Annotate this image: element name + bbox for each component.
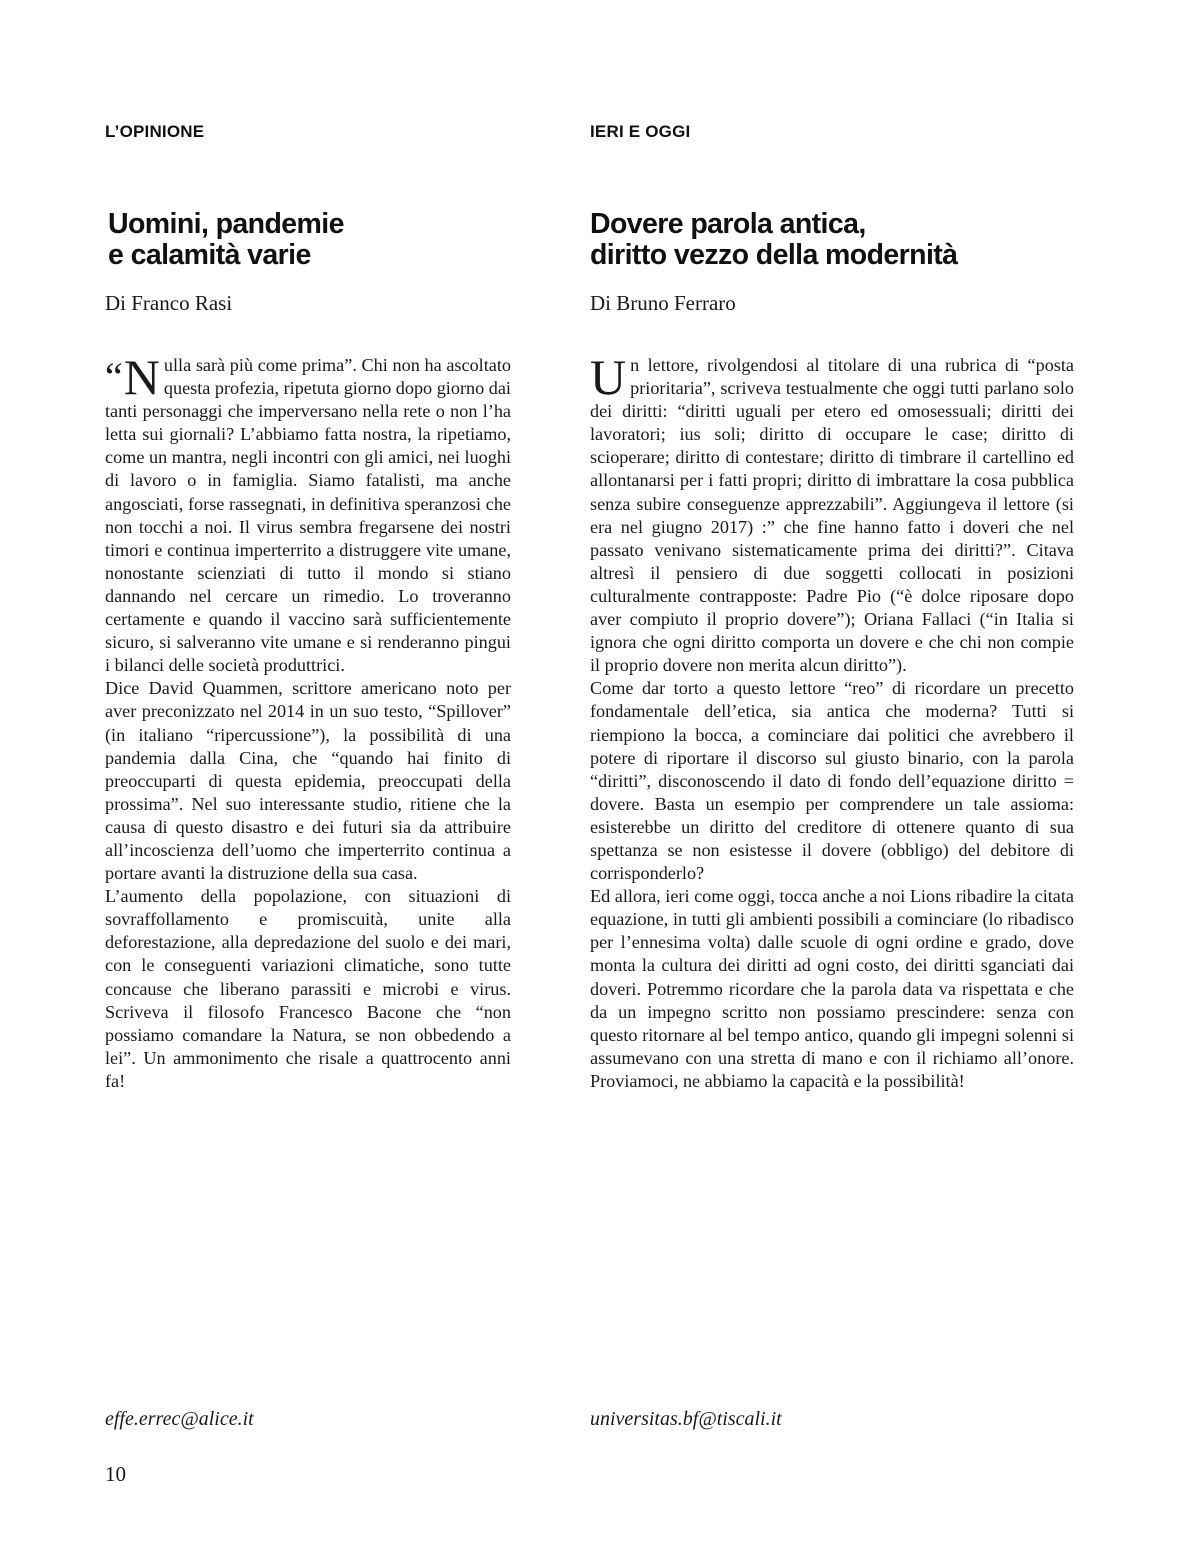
paragraph-right-1: [590, 349, 1074, 677]
paragraph-right-2: Come dar torto a questo lettore “reo” di ricordare un precetto fondamentale dell’etica, sia antica che moderna? Tutti si riempiono la bocca, a cominciare dai politici che avrebbero il potere di riportare il discorso sul giusto binario, con la parola “diritti”, disconoscendo il dato di fondo dell’equazione diritto = dovere. Basta un esempio per comprendere un tale assioma: esisterebbe un diritto del creditore di ottenere quanto di sua spettanza se non esistesse il dovere (obbligo) del debitore di corrisponderlo?: [590, 678, 1074, 884]
dropcap-left-quote: “: [105, 354, 123, 399]
headline-left-line2: e calamità varie: [108, 239, 311, 271]
body-text-right: [590, 349, 1074, 1093]
email-left: effe.errec@alice.it: [105, 1408, 254, 1430]
page-number: 10: [105, 1462, 126, 1486]
headline-left-line1: Uomini, pandemie: [108, 208, 344, 240]
headline-right-line1: Dovere parola antica,: [590, 208, 866, 240]
byline-left: Di Franco Rasi: [105, 291, 233, 315]
paragraph-right-1-text: n lettore, rivolgendosi al titolare di una rubrica di “posta prioritaria”, scriveva testualmente che oggi tutti parlano solo dei diritti: “diritti uguali per etero ed omosessuali; diritti dei lavoratori; ius soli; diritto di occupare le case; diritto di scioperare; diritto di contestare; diritto di timbrare il cartellino ed allontanarsi per i fatti propri; diritto di imbrattare la cosa pubblica senza subire conseguenze apprezzabili”. Aggiungeva il lettore (si era nel giugno 2017) :” che fine hanno fatto i doveri che nel passato venivano sistematicamente prima dei diritti?”. Citava altresì il pensiero di due soggetti collocati in posizioni culturalmente contrapposte: Padre Pio (“è dolce riposare dopo aver compiuto il proprio dovere”); Oriana Fallaci (“in Italia si ignora che ogni diritto comporta un dovere e che chi non compie il proprio dovere non merita alcun diritto”).: [590, 355, 1074, 676]
headline-right-line2: diritto vezzo della modernità: [590, 239, 958, 271]
body-text-left: [105, 349, 511, 1093]
byline-right: Di Bruno Ferraro: [590, 291, 736, 315]
dropcap-left-letter: N: [123, 349, 160, 405]
paragraph-right-3: Ed allora, ieri come oggi, tocca anche a noi Lions ribadire la citata equazione, in tutti gli ambienti possibili a cominciare (lo ribadisco per l’ennesima volta) dalle scuole di ogni ordine e grado, dove monta la cultura dei diritti ad ogni costo, dei diritti sganciati dai doveri. Potremmo ricordare che la parola data va rispettata e che da un impegno scritto non possiamo prescindere: senza con questo ritornare al bel tempo antico, quando gli impegni solenni si assumevano con una stretta di mano e con il richiamo all’onore. Proviamoci, ne abbiamo la capacità e la possibilità!: [590, 886, 1074, 1091]
paragraph-left-1: [105, 349, 511, 677]
headline-left: [108, 209, 344, 271]
section-label-left: L’OPINIONE: [105, 122, 205, 141]
paragraph-left-3: L’aumento della popolazione, con situazioni di sovraffollamento e promiscuità, unite alla deforestazione, alla depredazione del suolo e dei mari, con le conseguenti variazioni climatiche, sono tutte concause che liberano parassiti e microbi e virus. Scriveva il filosofo Francesco Bacone che “non possiamo comandare la Natura, se non obbedendo a lei”. Un ammonimento che risale a quattrocento anni fa!: [105, 886, 511, 1091]
email-right: universitas.bf@tiscali.it: [590, 1408, 782, 1430]
paragraph-left-1-text: ulla sarà più come prima”. Chi non ha ascoltato questa profezia, ripetuta giorno dopo giorno dai tanti personaggi che imperversano nella rete o non l’ha letta sui giornali? L’abbiamo fatta nostra, la ripetiamo, come un mantra, negli incontri con gli amici, nei luoghi di lavoro o in famiglia. Siamo fatalisti, ma anche angosciati, forse rassegnati, in definitiva speranzosi che non tocchi a noi. Il virus sembra fregarsene dei nostri timori e continua imperterrito a distruggere vite umane, nonostante scienziati di tutto il mondo si stiano dannando nel cercare un rimedio. Lo troveranno certamente e quando il vaccino sarà sufficientemente sicuro, si salveranno vite umane e si renderanno pingui i bilanci delle società produttrici.: [105, 355, 511, 676]
dropcap-right: U: [590, 349, 627, 405]
dropcap-left: [105, 349, 160, 405]
headline-right: [590, 209, 957, 271]
paragraph-left-2: Dice David Quammen, scrittore americano noto per aver preconizzato nel 2014 in un suo testo, “Spillover” (in italiano “ripercussione”), la possibilità di una pandemia dalla Cina, che “quando hai finito di preoccuparti di questa epidemia, preoccupati della prossima”. Nel suo interessante studio, ritiene che la causa di questo disastro e dei futuri sia da attribuire all’incoscienza dell’uomo che imperterrito continua a portare avanti la distruzione della sua casa.: [105, 678, 511, 884]
section-label-right: IERI E OGGI: [590, 122, 691, 141]
